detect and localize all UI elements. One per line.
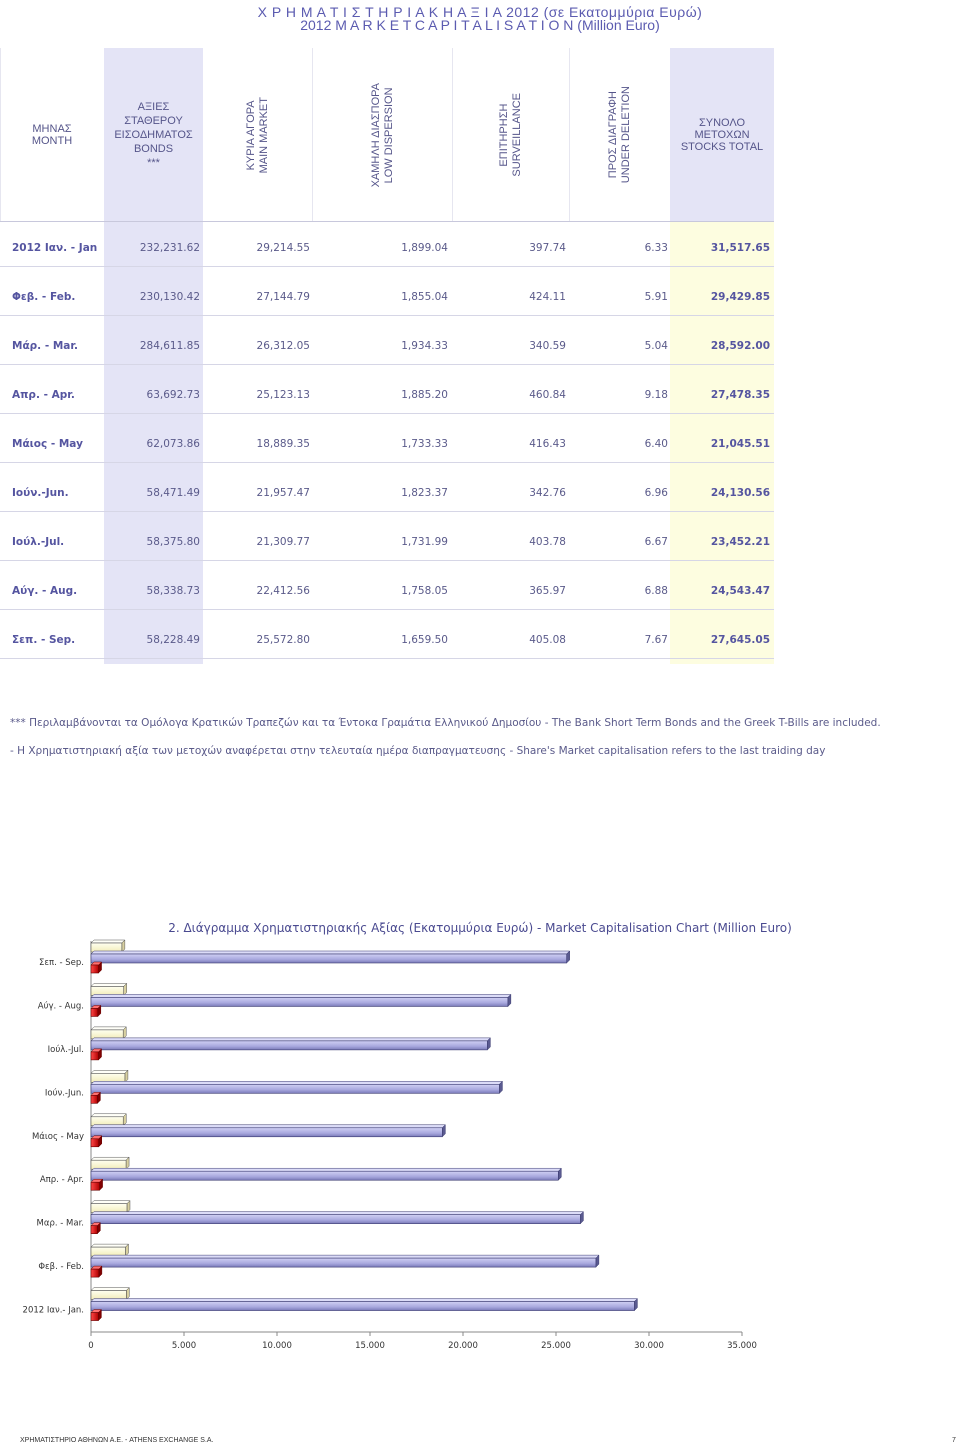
row-stocks-total-value: 27,478.35 xyxy=(710,389,770,401)
page-title-greek: Χ Ρ Η Μ Α Τ Ι Σ Τ Η Ρ Ι Α Κ Η Α Ξ Ι Α 2012 (σε Εκατομμύρια Ευρώ) xyxy=(257,4,703,20)
low-dispersion-bar xyxy=(91,1291,126,1300)
row-under-deletion-value: 6.67 xyxy=(644,536,668,548)
category-label: Φεβ. - Feb. xyxy=(38,1262,84,1273)
row-low-dispersion-value: 1,758.05 xyxy=(401,585,448,597)
main-market-bar-top xyxy=(91,1125,445,1128)
row-main-market-value: 22,412.56 xyxy=(256,585,310,597)
header-surveillance: ΕΠΙΤΗΡΗΣΗ SURVEILLANCE xyxy=(498,93,523,177)
row-month: Ιούν.-Jun. xyxy=(12,487,69,499)
row-bonds-value: 58,228.49 xyxy=(146,634,200,646)
page-title-english: 2012 M A R K E T C A P I T A L I S A T I O N (Million Euro) xyxy=(300,17,660,33)
surveillance-bar xyxy=(91,965,99,973)
main-market-bar-top xyxy=(91,951,570,954)
surveillance-bar xyxy=(91,1139,99,1147)
row-under-deletion-value: 7.67 xyxy=(644,634,668,646)
row-divider xyxy=(0,315,774,316)
header-bonds: ΑΞΙΕΣ ΣΤΑΘΕΡΟΥ ΕΙΣΟΔΗΜΑΤΟΣ BONDS *** xyxy=(114,101,193,169)
low-dispersion-bar-top xyxy=(91,1027,126,1030)
row-surveillance-value: 405.08 xyxy=(529,634,566,646)
x-tick-label: 15.000 xyxy=(355,1341,385,1351)
row-month: Αύγ. - Aug. xyxy=(12,585,78,597)
row-surveillance-value: 340.59 xyxy=(529,340,566,352)
market-cap-footnote: - Η Χρηματιστηριακή αξία των μετοχών αναφέρεται στην τελευταία ημέρα διαπραγματευσης - Share's Market capitalisation refers to the last traiding day xyxy=(10,745,826,757)
surveillance-bar xyxy=(91,1008,98,1016)
row-surveillance-value: 424.11 xyxy=(529,291,566,303)
low-dispersion-bar-top xyxy=(91,1070,128,1073)
low-dispersion-bar-top xyxy=(91,983,127,986)
main-market-bar-top xyxy=(91,1168,561,1171)
main-market-bar xyxy=(91,1215,580,1224)
main-market-bar xyxy=(91,1302,634,1311)
row-month: Μάρ. - Mar. xyxy=(12,340,79,352)
header-low-dispersion: ΧΑΜΗΛΗ ΔΙΑΣΠΟΡΑ LOW DISPERSION xyxy=(369,82,395,188)
row-stocks-total-value: 23,452.21 xyxy=(710,536,770,548)
main-market-bar-top xyxy=(91,1212,583,1215)
low-dispersion-bar-top xyxy=(91,940,125,943)
row-low-dispersion-value: 1,855.04 xyxy=(401,291,448,303)
row-month: 2012 Ιαν. - Jan xyxy=(12,242,98,254)
low-dispersion-bar-top xyxy=(91,1288,129,1291)
row-month: Ιούλ.-Jul. xyxy=(12,536,65,548)
main-market-bar xyxy=(91,1171,558,1180)
low-dispersion-bar-top xyxy=(91,1114,126,1117)
category-label: Σεπ. - Sep. xyxy=(39,958,84,968)
row-month: Σεπ. - Sep. xyxy=(12,634,76,646)
chart-title: 2. Διάγραμμα Χρηματιστηριακής Αξίας (Εκατομμύρια Ευρώ) - Market Capitalisation Chart (Million Euro) xyxy=(168,921,792,935)
row-bonds-value: 58,375.80 xyxy=(146,536,200,548)
surveillance-bar xyxy=(91,1313,98,1321)
row-low-dispersion-value: 1,731.99 xyxy=(401,536,448,548)
page-number: 7 xyxy=(952,1437,956,1444)
main-market-bar xyxy=(91,1128,442,1137)
low-dispersion-bar-top xyxy=(91,1157,129,1160)
row-surveillance-value: 397.74 xyxy=(529,242,566,254)
row-surveillance-value: 342.76 xyxy=(529,487,566,499)
header-stocks-total: ΣΥΝΟΛΟ ΜΕΤΟΧΩΝ STOCKS TOTAL xyxy=(680,117,764,153)
row-divider xyxy=(0,364,774,365)
row-under-deletion-value: 9.18 xyxy=(644,389,668,401)
low-dispersion-bar xyxy=(91,1204,127,1213)
row-main-market-value: 27,144.79 xyxy=(256,291,310,303)
surveillance-bar xyxy=(91,1269,99,1277)
row-divider xyxy=(0,413,774,414)
row-bonds-value: 63,692.73 xyxy=(146,389,200,401)
row-stocks-total-value: 24,543.47 xyxy=(710,585,770,597)
row-surveillance-value: 365.97 xyxy=(529,585,566,597)
row-month: Φεβ. - Feb. xyxy=(12,291,76,303)
main-market-bar-top xyxy=(91,1299,637,1302)
x-tick-label: 20.000 xyxy=(448,1341,478,1351)
header-month: ΜΗΝΑΣ MONTH xyxy=(31,123,73,147)
row-under-deletion-value: 6.96 xyxy=(644,487,668,499)
main-market-bar xyxy=(91,1041,487,1050)
row-surveillance-value: 416.43 xyxy=(529,438,566,450)
main-market-bar-top xyxy=(91,994,511,997)
row-stocks-total-value: 27,645.05 xyxy=(710,634,770,646)
row-month: Απρ. - Apr. xyxy=(12,389,75,401)
row-month: Μάιος - May xyxy=(12,438,83,450)
row-main-market-value: 25,572.80 xyxy=(256,634,310,646)
row-bonds-value: 232,231.62 xyxy=(139,242,200,254)
row-bonds-value: 230,130.42 xyxy=(139,291,200,303)
x-tick-label: 30.000 xyxy=(634,1341,664,1351)
x-tick-label: 0 xyxy=(88,1341,94,1351)
main-market-bar xyxy=(91,997,508,1006)
row-main-market-value: 25,123.13 xyxy=(256,389,310,401)
row-divider xyxy=(0,462,774,463)
surveillance-bar xyxy=(91,1095,97,1103)
low-dispersion-bar xyxy=(91,1160,126,1169)
row-low-dispersion-value: 1,934.33 xyxy=(401,340,448,352)
row-under-deletion-value: 6.33 xyxy=(644,242,668,254)
low-dispersion-bar xyxy=(91,1247,126,1256)
main-market-bar-top xyxy=(91,1038,490,1041)
category-label: Απρ. - Apr. xyxy=(39,1175,84,1186)
row-main-market-value: 18,889.35 xyxy=(256,438,310,450)
row-low-dispersion-value: 1,823.37 xyxy=(401,487,448,499)
low-dispersion-bar-top xyxy=(91,1244,129,1247)
row-stocks-total-value: 24,130.56 xyxy=(710,487,770,499)
row-bonds-value: 58,338.73 xyxy=(146,585,200,597)
market-cap-chart xyxy=(0,935,960,1365)
row-stocks-total-value: 21,045.51 xyxy=(710,438,770,450)
row-main-market-value: 21,309.77 xyxy=(256,536,310,548)
category-label: Ιούλ.-Jul. xyxy=(47,1044,84,1055)
row-low-dispersion-value: 1,885.20 xyxy=(401,389,448,401)
row-divider xyxy=(0,609,774,610)
row-divider xyxy=(0,511,774,512)
row-under-deletion-value: 6.88 xyxy=(644,585,668,597)
row-main-market-value: 21,957.47 xyxy=(256,487,310,499)
low-dispersion-bar xyxy=(91,1117,123,1126)
row-bonds-value: 58,471.49 xyxy=(146,487,200,499)
row-divider xyxy=(0,658,774,659)
category-label: Μάιος - May xyxy=(31,1131,84,1142)
low-dispersion-bar xyxy=(91,943,122,952)
row-stocks-total-value: 29,429.85 xyxy=(710,291,770,303)
row-low-dispersion-value: 1,733.33 xyxy=(401,438,448,450)
main-market-bar xyxy=(91,1258,596,1267)
main-market-bar xyxy=(91,1084,499,1093)
surveillance-bar xyxy=(91,1226,97,1234)
x-tick-label: 25.000 xyxy=(541,1341,571,1351)
row-surveillance-value: 460.84 xyxy=(529,389,566,401)
low-dispersion-bar xyxy=(91,1030,123,1039)
main-market-bar-top xyxy=(91,1255,599,1258)
x-tick-label: 5.000 xyxy=(171,1341,197,1351)
surveillance-bar xyxy=(91,1052,99,1060)
row-divider xyxy=(0,266,774,267)
category-label: Ιούν.-Jun. xyxy=(44,1088,84,1099)
row-stocks-total-value: 31,517.65 xyxy=(710,242,770,254)
row-low-dispersion-value: 1,899.04 xyxy=(401,242,448,254)
category-label: Αύγ. - Aug. xyxy=(37,1001,84,1012)
surveillance-bar xyxy=(91,1182,100,1190)
row-divider xyxy=(0,560,774,561)
row-under-deletion-value: 6.40 xyxy=(644,438,668,450)
row-stocks-total-value: 28,592.00 xyxy=(710,340,770,352)
main-market-bar xyxy=(91,954,567,963)
low-dispersion-bar xyxy=(91,1073,125,1082)
main-market-bar-top xyxy=(91,1081,502,1084)
category-label: 2012 Ιαν.- Jan. xyxy=(22,1305,84,1316)
footer-company: ΧΡΗΜΑΤΙΣΤΗΡΙΟ ΑΘΗΝΩΝ Α.Ε. - ATHENS EXCHANGE S.A. xyxy=(20,1437,214,1444)
row-low-dispersion-value: 1,659.50 xyxy=(401,634,448,646)
x-tick-label: 10.000 xyxy=(262,1341,292,1351)
row-surveillance-value: 403.78 xyxy=(529,536,566,548)
row-main-market-value: 26,312.05 xyxy=(256,340,310,352)
bonds-footnote: *** Περιλαμβάνονται τα Ομόλογα Κρατικών Τραπεζών και τα Έντοκα Γραμάτια Ελληνικού Δημοσίου - The Bank Short Term Bonds and the Greek T-Bills are included. xyxy=(10,717,881,729)
low-dispersion-bar-top xyxy=(91,1201,130,1204)
category-label: Μαρ. - Mar. xyxy=(36,1218,84,1229)
header-under-deletion: ΠΡΟΣ ΔΙΑΓΡΑΦΗ UNDER DELETION xyxy=(607,86,632,184)
row-under-deletion-value: 5.04 xyxy=(644,340,668,352)
row-under-deletion-value: 5.91 xyxy=(644,291,668,303)
header-main-market: ΚΥΡΙΑ ΑΓΟΡΑ MAIN MARKET xyxy=(245,96,270,174)
row-bonds-value: 62,073.86 xyxy=(146,438,200,450)
x-tick-label: 35.000 xyxy=(727,1341,757,1351)
row-main-market-value: 29,214.55 xyxy=(256,242,310,254)
low-dispersion-bar xyxy=(91,986,124,995)
row-bonds-value: 284,611.85 xyxy=(139,340,200,352)
